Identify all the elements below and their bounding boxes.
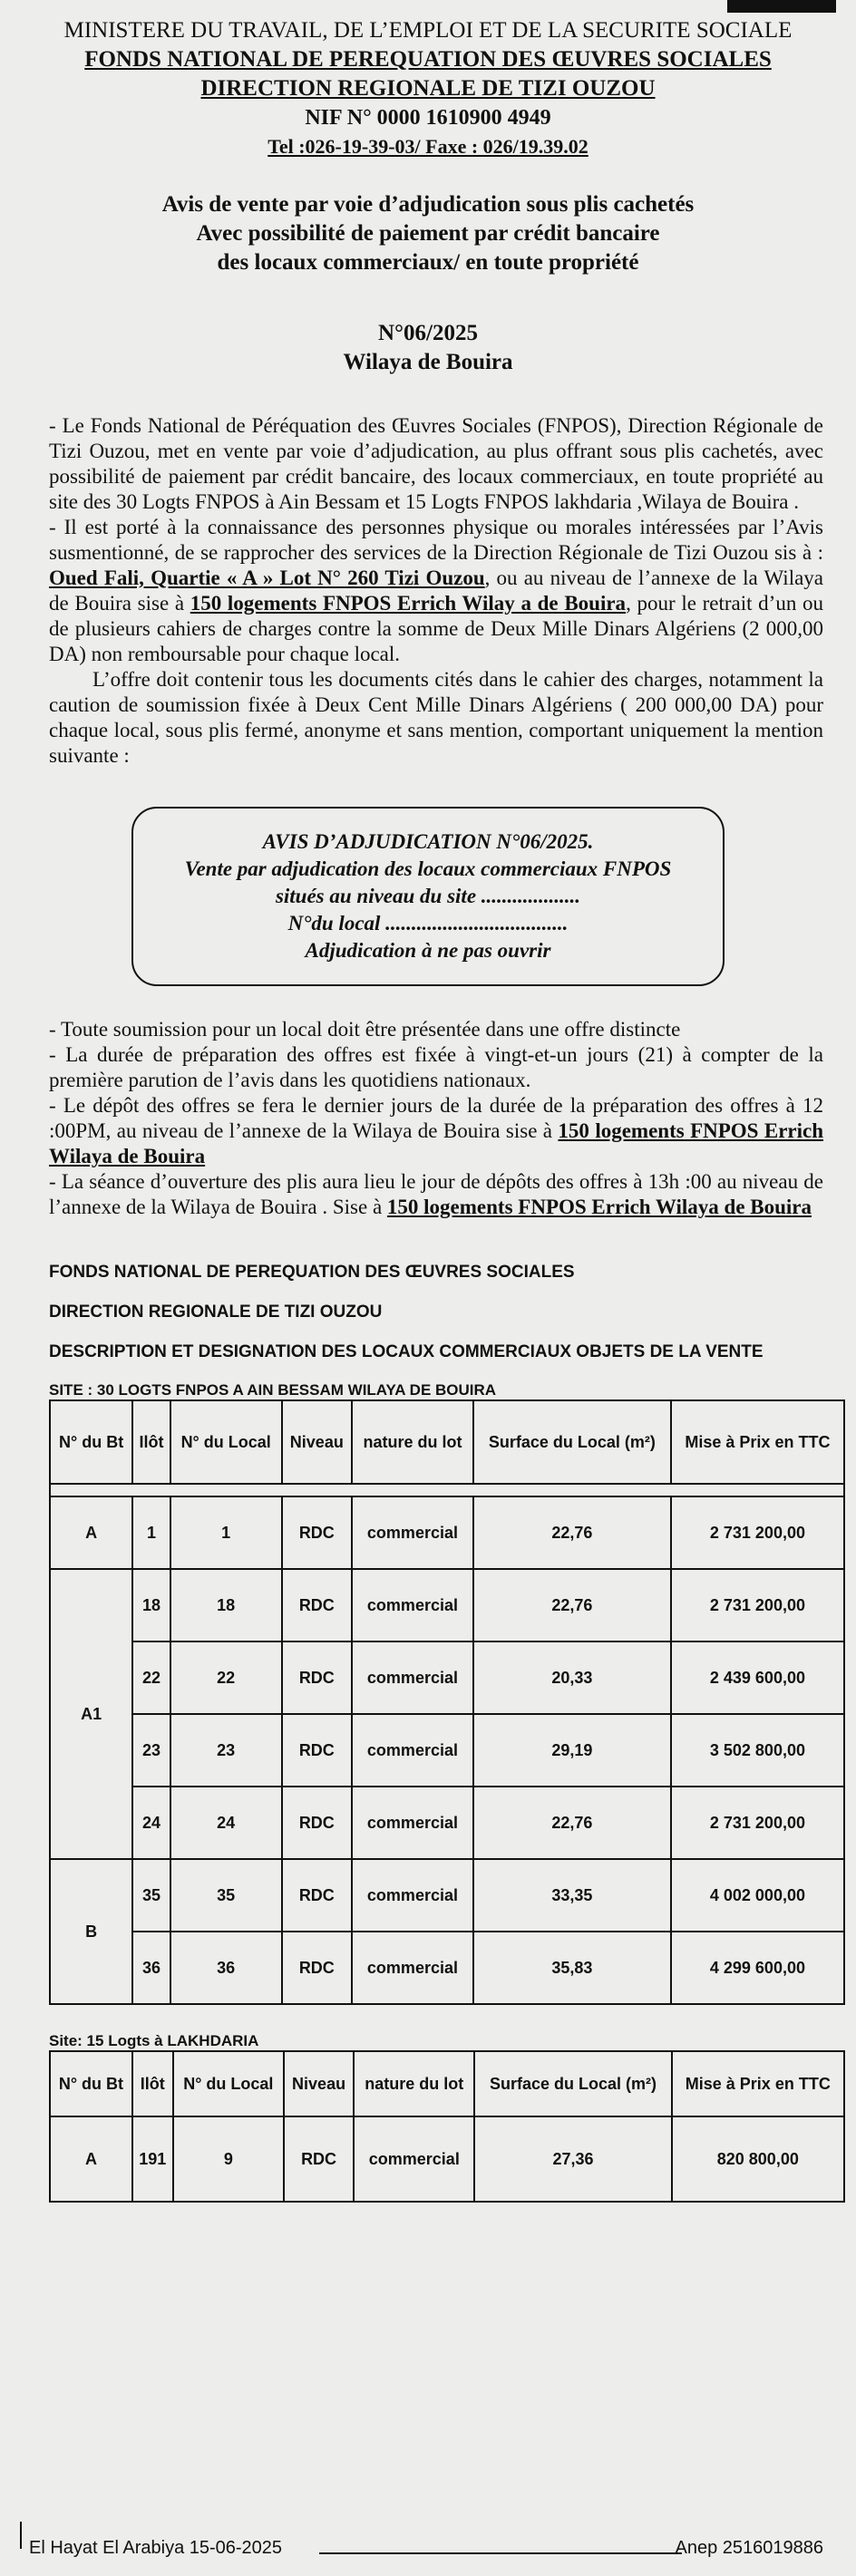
condition-3 [49, 1093, 823, 1169]
cell-nature: commercial [352, 1714, 473, 1787]
cell-prix: 2 731 200,00 [671, 1496, 844, 1569]
condition-1: - Toute soumission pour un local doit être présentée dans une offre distincte [49, 1018, 681, 1041]
site-2-table [49, 2050, 845, 2203]
condition-4-address: 150 logements FNPOS Errich Wilaya de Bouira [386, 1196, 812, 1218]
title-line-1: Avis de vente par voie d’adjudication sous plis cachetés [161, 192, 695, 217]
fund-name: FONDS NATIONAL DE PEREQUATION DES ŒUVRES SOCIALES [84, 47, 772, 72]
cell-ilot: 18 [132, 1569, 170, 1641]
cell-surface: 33,35 [473, 1859, 671, 1932]
col-niveau: Niveau [282, 1400, 353, 1484]
col-surface: Surface du Local (m²) [473, 1400, 671, 1484]
table-header-direction: DIRECTION REGIONALE DE TIZI OUZOU [49, 1303, 383, 1322]
avis-line-4: N°du local ................................... [287, 912, 569, 935]
cell-bt: A1 [50, 1569, 132, 1859]
table-header-description: DESCRIPTION ET DESIGNATION DES LOCAUX COMMERCIAUX OBJETS DE LA VENTE [49, 1342, 764, 1361]
cell-local: 36 [170, 1932, 282, 2004]
paragraph-1: - Le Fonds National de Péréquation des Œuvres Sociales (FNPOS), Direction Régionale de Tizi Ouzou, met en vente par voie d’adjudication, au plus offrant sous plis cachetés, avec possibilité de paiement par crédit bancaire, des locaux commerciaux, en toute propriété au site des 30 Logts FNPOS à Ain Bessam et 15 Logts FNPOS lakhdaria ,Wilaya de Bouira . [49, 414, 823, 513]
paragraph-2 [49, 515, 823, 667]
cell-bt: B [50, 1859, 132, 2004]
cell-niveau: RDC [282, 1932, 353, 2004]
annex-address: 150 logements FNPOS Errich Wilay a de Bouira [190, 592, 627, 615]
anep-reference: Anep 2516019886 [675, 2538, 823, 2558]
condition-4 [49, 1169, 823, 1220]
col-ilot: Ilôt [132, 2051, 173, 2116]
cell-surface: 35,83 [473, 1932, 671, 2004]
col-nature: nature du lot [354, 2051, 474, 2116]
cell-nature: commercial [352, 1496, 473, 1569]
site-2-label: Site: 15 Logts à LAKHDARIA [49, 2032, 259, 2049]
cell-prix: 4 002 000,00 [671, 1859, 844, 1932]
cell-surface: 22,76 [473, 1569, 671, 1641]
spacer-row [50, 1484, 844, 1496]
site-1-table [49, 1399, 845, 2005]
cell-prix: 2 731 200,00 [671, 1787, 844, 1859]
nif-number: NIF N° 0000 1610900 4949 [305, 106, 551, 130]
cell-local: 35 [170, 1859, 282, 1932]
cell-nature: commercial [352, 1859, 473, 1932]
table-row [50, 1932, 844, 2004]
condition-2: - La durée de préparation des offres est fixée à vingt-et-un jours (21) à compter de la première parution de l’avis dans les quotidiens nationaux. [49, 1043, 823, 1091]
cell-surface: 22,76 [473, 1787, 671, 1859]
cell-local: 1 [170, 1496, 282, 1569]
paragraph-2-end: , pour le retrait d’un ou de plusieurs cahiers de charges contre la somme de Deux Mille Dinars Algériens (2 000,00 DA) non remboursable pour chaque local. [49, 592, 824, 665]
avis-line-1: AVIS D’ADJUDICATION N°06/2025. [262, 830, 594, 853]
cell-nature: commercial [352, 1641, 473, 1714]
table-row [50, 1496, 844, 1569]
cell-ilot: 24 [132, 1787, 170, 1859]
table-row [50, 1859, 844, 1932]
col-prix: Mise à Prix en TTC [671, 1400, 844, 1484]
table-row [50, 1787, 844, 1859]
cell-bt: A [50, 2116, 132, 2202]
notice-page [20, 16, 836, 2558]
cell-surface: 29,19 [473, 1714, 671, 1787]
avis-line-2: Vente par adjudication des locaux commerciaux FNPOS [184, 857, 672, 880]
cell-bt: A [50, 1496, 132, 1569]
tel-fax: Tel :026-19-39-03/ Faxe : 026/19.39.02 [268, 135, 588, 158]
cell-nature: commercial [354, 2116, 474, 2202]
cell-prix: 4 299 600,00 [671, 1932, 844, 2004]
paragraph-2-start: - Il est porté à la connaissance des personnes physique ou morales intéressées par l’Avis susmentionné, de se rapprocher des services de la Direction Régionale de Tizi Ouzou sis à : [49, 516, 823, 564]
condition-3-text: - Le dépôt des offres se fera le dernier jours de la durée de la préparation des offres à 12 :00PM, au niveau de l’annexe de la Wilaya de Bouira sise à [49, 1094, 823, 1142]
table-row [50, 2116, 844, 2202]
envelope-mention-box [131, 807, 725, 986]
notice-title [20, 190, 836, 277]
corner-mark [727, 0, 836, 13]
table-section-headers [20, 1253, 836, 1372]
col-local: N° du Local [173, 2051, 284, 2116]
col-bt: N° du Bt [50, 2051, 132, 2116]
conditions-list [20, 1017, 836, 1220]
cell-local: 18 [170, 1569, 282, 1641]
avis-line-5: Adjudication à ne pas ouvrir [305, 939, 551, 962]
cell-nature: commercial [352, 1932, 473, 2004]
condition-3-address: 150 logements FNPOS Errich Wilaya de Bouira [49, 1119, 824, 1167]
table-header-fund: FONDS NATIONAL DE PEREQUATION DES ŒUVRES SOCIALES [49, 1263, 575, 1282]
col-nature: nature du lot [352, 1400, 473, 1484]
cell-local: 22 [170, 1641, 282, 1714]
site-1-label: SITE : 30 LOGTS FNPOS A AIN BESSAM WILAYA DE BOUIRA [49, 1381, 497, 1399]
col-prix: Mise à Prix en TTC [672, 2051, 844, 2116]
cell-nature: commercial [352, 1787, 473, 1859]
cell-surface: 20,33 [473, 1641, 671, 1714]
cell-niveau: RDC [282, 1714, 353, 1787]
cell-niveau: RDC [284, 2116, 354, 2202]
notice-number-block [20, 319, 836, 377]
cell-prix: 3 502 800,00 [671, 1714, 844, 1787]
table-header-row [50, 2051, 844, 2116]
cell-ilot: 22 [132, 1641, 170, 1714]
col-ilot: Ilôt [132, 1400, 170, 1484]
header [20, 16, 836, 161]
notice-number: N°06/2025 [378, 321, 478, 345]
table-row [50, 1714, 844, 1787]
table-row [50, 1569, 844, 1641]
col-bt: N° du Bt [50, 1400, 132, 1484]
cell-ilot: 23 [132, 1714, 170, 1787]
cell-prix: 2 731 200,00 [671, 1569, 844, 1641]
regional-address: Oued Fali, Quartie « A » Lot N° 260 Tizi Ouzou [49, 567, 485, 589]
wilaya: Wilaya de Bouira [343, 350, 513, 374]
cell-surface: 22,76 [473, 1496, 671, 1569]
ministry-name: MINISTERE DU TRAVAIL, DE L’EMPLOI ET DE LA SECURITE SOCIALE [63, 18, 793, 43]
cell-ilot: 1 [132, 1496, 170, 1569]
table-row [50, 1641, 844, 1714]
title-line-3: des locaux commerciaux/ en toute propriété [217, 250, 639, 275]
direction-name: DIRECTION REGIONALE DE TIZI OUZOU [200, 76, 656, 101]
cell-surface: 27,36 [474, 2116, 671, 2202]
table-header-row [50, 1400, 844, 1484]
cell-prix: 820 800,00 [672, 2116, 844, 2202]
cell-local: 24 [170, 1787, 282, 1859]
cell-ilot: 36 [132, 1932, 170, 2004]
cell-niveau: RDC [282, 1859, 353, 1932]
avis-line-3: situés au niveau du site ................... [275, 885, 581, 907]
condition-4-text: - La séance d’ouverture des plis aura lieu le jour de dépôts des offres à 13h :00 au niveau de l’annexe de la Wilaya de Bouira . Sise à [49, 1170, 823, 1218]
col-local: N° du Local [170, 1400, 282, 1484]
cell-local: 23 [170, 1714, 282, 1787]
cell-niveau: RDC [282, 1787, 353, 1859]
cell-ilot: 191 [132, 2116, 173, 2202]
cell-ilot: 35 [132, 1859, 170, 1932]
cell-niveau: RDC [282, 1496, 353, 1569]
paragraph-3: L’offre doit contenir tous les documents cités dans le cahier des charges, notamment la caution de soumission fixée à Deux Cent Mille Dinars Algériens ( 200 000,00 DA) pour chaque local, sous plis fermé, anonyme et sans mention, comportant uniquement la mention suivante : [49, 668, 823, 767]
paragraph-2-mid: , ou au niveau de l’annexe de la Wilaya de Bouira sise à [49, 567, 823, 615]
title-line-2: Avec possibilité de paiement par crédit bancaire [196, 221, 660, 246]
cell-niveau: RDC [282, 1569, 353, 1641]
notice-body [20, 413, 836, 769]
cell-nature: commercial [352, 1569, 473, 1641]
footer-rule [319, 2552, 682, 2554]
cell-prix: 2 439 600,00 [671, 1641, 844, 1714]
footer-bracket [20, 2522, 22, 2549]
col-niveau: Niveau [284, 2051, 354, 2116]
publication-credit: El Hayat El Arabiya 15-06-2025 [29, 2538, 283, 2558]
col-surface: Surface du Local (m²) [474, 2051, 671, 2116]
cell-niveau: RDC [282, 1641, 353, 1714]
cell-local: 9 [173, 2116, 284, 2202]
